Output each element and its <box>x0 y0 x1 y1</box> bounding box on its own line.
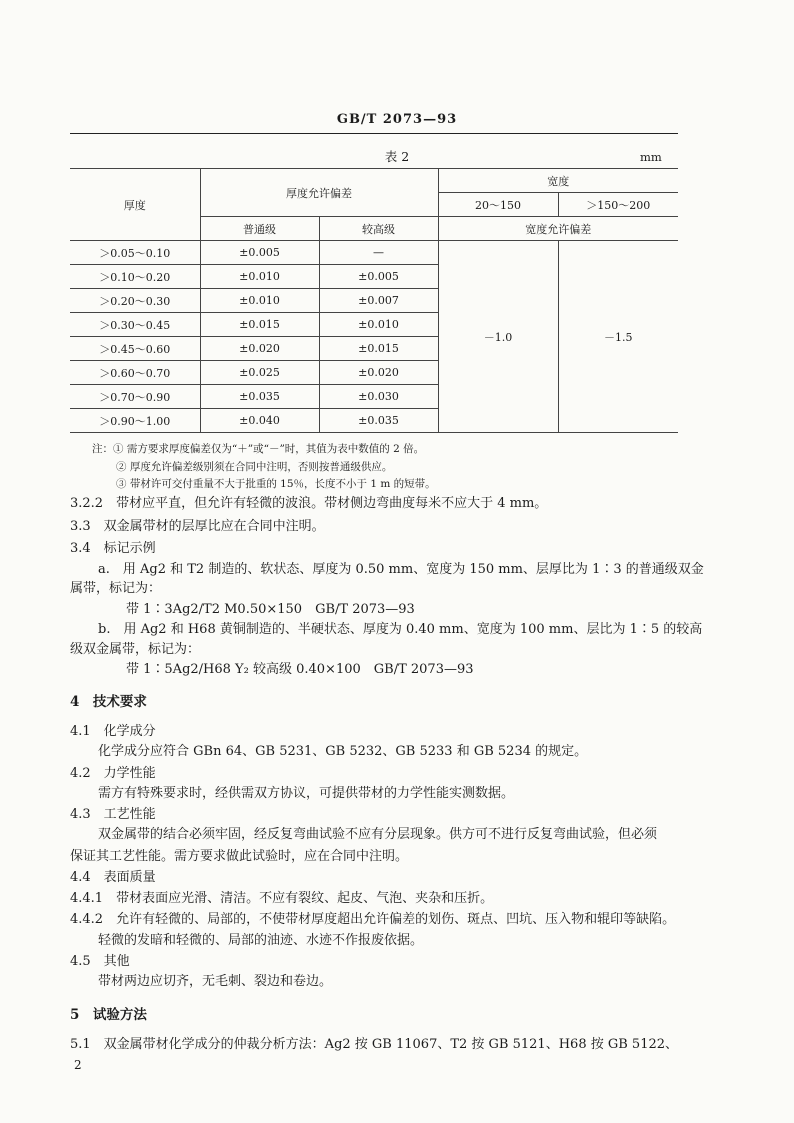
table-note: ③ 带材许可交付重量不大于批重的 15％，长度不小于 1 m 的短带。 <box>116 478 436 490</box>
cell-normal: ±0.010 <box>200 289 319 313</box>
section-4-heading: 4 技术要求 <box>70 694 147 710</box>
cell-normal: ±0.035 <box>200 385 319 409</box>
cell-normal: ±0.020 <box>200 337 319 361</box>
example-b-mark: 带 1∶5Ag2/H68 Y₂ 较高级 0.40×100 GB/T 2073—93 <box>126 662 474 677</box>
cell-high: — <box>319 241 438 265</box>
header-grade-high: 较高级 <box>319 217 438 241</box>
cell-thickness: ＞0.30～0.45 <box>70 313 200 337</box>
cell-width-deviation: －1.0 <box>438 241 558 433</box>
cell-high: ±0.020 <box>319 361 438 385</box>
header-rule <box>70 133 678 134</box>
cell-normal: ±0.025 <box>200 361 319 385</box>
clause-4-4-1: 4.4.1 带材表面应光滑、清洁。不应有裂纹、起皮、气泡、夹杂和压折。 <box>70 891 494 906</box>
page-number: 2 <box>74 1058 82 1072</box>
cell-normal: ±0.010 <box>200 265 319 289</box>
clause-4-3-text-cont: 保证其工艺性能。需方要求做此试验时，应在合同中注明。 <box>70 849 409 864</box>
table-note: 注：① 需方要求厚度偏差仅为“＋”或“－”时，其值为表中数值的 2 倍。 <box>92 443 425 455</box>
cell-thickness: ＞0.20～0.30 <box>70 289 200 313</box>
cell-high: ±0.015 <box>319 337 438 361</box>
clause-3-4: 3.4 标记示例 <box>70 541 156 556</box>
example-b: b. 用 Ag2 和 H68 黄铜制造的、半硬状态、厚度为 0.40 mm、宽度为 100 mm、层比为 1∶5 的较高 <box>98 622 703 637</box>
section-5-heading: 5 试验方法 <box>70 1007 147 1023</box>
clause-4-2: 4.2 力学性能 <box>70 766 156 781</box>
page-header: GB/T 2073—93 <box>336 112 458 127</box>
cell-width-deviation: －1.5 <box>558 241 678 433</box>
clause-4-1: 4.1 化学成分 <box>70 724 156 739</box>
clause-5-1: 5.1 双金属带材化学成分的仲裁分析方法：Ag2 按 GB 11067、T2 按 GB 5121、H68 按 GB 5122、 <box>70 1037 679 1052</box>
cell-thickness: ＞0.70～0.90 <box>70 385 200 409</box>
example-a: a. 用 Ag2 和 T2 制造的、软状态、厚度为 0.50 mm、宽度为 150 mm、层厚比为 1∶3 的普通级双金 <box>98 562 704 577</box>
table-note: ② 厚度允许偏差级别须在合同中注明，否则按普通级供应。 <box>116 461 393 473</box>
example-a-mark: 带 1∶3Ag2/T2 M0.50×150 GB/T 2073—93 <box>126 602 415 617</box>
clause-4-3-text: 双金属带的结合必须牢固，经反复弯曲试验不应有分层现象。供方可不进行反复弯曲试验，但必须 <box>98 827 658 842</box>
header-width-range: 20～150 <box>438 193 558 217</box>
cell-normal: ±0.015 <box>200 313 319 337</box>
cell-high: ±0.010 <box>319 313 438 337</box>
clause-4-4: 4.4 表面质量 <box>70 870 156 885</box>
header-width-range: ＞150～200 <box>558 193 678 217</box>
clause-3-2-2: 3.2.2 带材应平直，但允许有轻微的波浪。带材侧边弯曲度每米不应大于 4 mm。 <box>70 496 548 511</box>
cell-normal: ±0.005 <box>200 241 319 265</box>
clause-4-4-2-text: 轻微的发暗和轻微的、局部的油迹、水迹不作报废依据。 <box>98 933 424 948</box>
clause-4-1-text: 化学成分应符合 GBn 64、GB 5231、GB 5232、GB 5233 和 GB 5234 的规定。 <box>98 744 588 759</box>
clause-4-5-text: 带材两边应切齐，无毛刺、裂边和卷边。 <box>98 974 333 989</box>
header-width-deviation: 宽度允许偏差 <box>438 217 678 241</box>
cell-high: ±0.005 <box>319 265 438 289</box>
clause-4-5: 4.5 其他 <box>70 954 130 969</box>
header-grade-normal: 普通级 <box>200 217 319 241</box>
cell-thickness: ＞0.90～1.00 <box>70 409 200 433</box>
clause-3-3: 3.3 双金属带材的层厚比应在合同中注明。 <box>70 519 325 534</box>
clause-4-4-2: 4.4.2 允许有轻微的、局部的，不使带材厚度超出允许偏差的划伤、斑点、凹坑、压入物和辊印等缺陷。 <box>70 912 676 927</box>
cell-thickness: ＞0.45～0.60 <box>70 337 200 361</box>
header-thickness-deviation: 厚度允许偏差 <box>200 169 438 217</box>
table-unit: mm <box>640 150 662 164</box>
header-width: 宽度 <box>438 169 678 193</box>
example-a-cont: 属带，标记为： <box>70 581 162 596</box>
cell-high: ±0.030 <box>319 385 438 409</box>
example-b-cont: 级双金属带，标记为： <box>70 642 201 657</box>
cell-thickness: ＞0.10～0.20 <box>70 265 200 289</box>
clause-4-3: 4.3 工艺性能 <box>70 807 156 822</box>
cell-thickness: ＞0.60～0.70 <box>70 361 200 385</box>
cell-normal: ±0.040 <box>200 409 319 433</box>
table-row <box>70 241 678 265</box>
cell-high: ±0.035 <box>319 409 438 433</box>
header-thickness: 厚度 <box>70 169 200 241</box>
tolerance-table <box>70 168 678 433</box>
clause-4-2-text: 需方有特殊要求时，经供需双方协议，可提供带材的力学性能实测数据。 <box>98 786 515 801</box>
table-caption: 表 2 <box>384 149 410 164</box>
cell-thickness: ＞0.05～0.10 <box>70 241 200 265</box>
cell-high: ±0.007 <box>319 289 438 313</box>
